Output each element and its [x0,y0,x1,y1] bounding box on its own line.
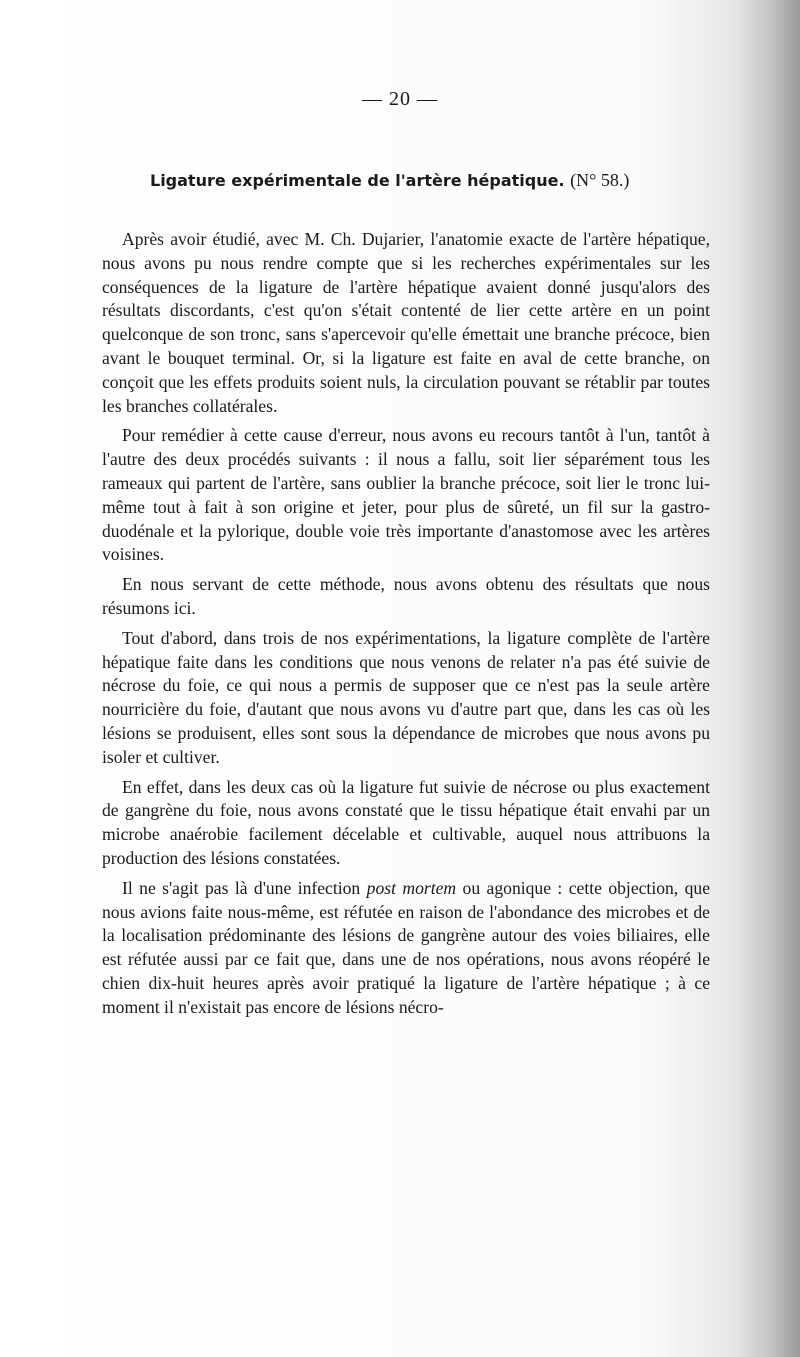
paragraph: Tout d'abord, dans trois de nos expérimentations, la ligature complète de l'artère hépatique faite dans les conditions que nous venons de relater n'a pas été suivie de nécrose du foie, ce qui nous a permis de supposer que ce n'est pas la seule artère nourricière du foie, d'autant que nous avons vu d'autre part que, dans les cas où les lésions se produisent, elles sont sous la dépendance de microbes que nous avons pu isoler et cultiver. [102,627,710,767]
page-number: — 20 — [362,88,438,110]
paragraph-last-start: Il ne s'agit pas là d'une infection [122,877,367,898]
body-text [102,228,710,1020]
section-reference: (N° 58.) [570,170,630,190]
paragraph: En effet, dans les deux cas où la ligature fut suivie de nécrose ou plus exactement de gangrène du foie, nous avons constaté que le tissu hépatique était envahi par un microbe anaérobie facilement décelable et cultivable, auquel nous attribuons la production des lésions constatées. [102,776,710,868]
paragraph-last-end: ou agonique : cette objection, que nous avions faite nous-même, est réfutée en raison de l'abondance des microbes et de la localisation prédominante des lésions de gangrène autour des voies biliaires, elle est réfutée aussi par ce fait que, dans une de nos opérations, nous avons réopéré le chien dix-huit heures après avoir pratiqué la ligature de l'artère hépatique ; à ce moment il n'existait pas encore de lésions nécro- [102,877,711,1017]
paragraph: En nous servant de cette méthode, nous avons obtenu des résultats que nous résumons ici. [102,574,710,618]
section-title [150,170,710,191]
paragraph: Après avoir étudié, avec M. Ch. Dujarier, l'anatomie exacte de l'artère hépatique, nous avons pu nous rendre compte que si les recherches expérimentales sur les conséquences de la ligature de l'artère hépatique avaient donné jusqu'alors des résultats discordants, c'est qu'on s'était contenté de lier cette artère en un point quelconque de son tronc, sans s'apercevoir qu'elle émettait une branche précoce, bien avant le bouquet terminal. Or, si la ligature est faite en aval de cette branche, on conçoit que les effets produits soient nuls, la circulation pouvant se rétablir par toutes les branches collatérales. [102,229,710,416]
section-title-text: Ligature expérimentale de l'artère hépatique. [150,171,565,190]
paragraph-last [102,877,710,1020]
paragraph: Pour remédier à cette cause d'erreur, nous avons eu recours tantôt à l'un, tantôt à l'autre des deux procédés suivants : il nous a fallu, soit lier séparément tous les rameaux qui partent de l'artère, sans oublier la branche précoce, soit lier le tronc lui-même tout à fait à son origine et jeter, pour plus de sûreté, un fil sur la gastro-duodénale et la pylorique, double voie très importante d'anastomose avec les artères voisines. [102,425,710,565]
latin-term: post mortem [366,877,457,898]
